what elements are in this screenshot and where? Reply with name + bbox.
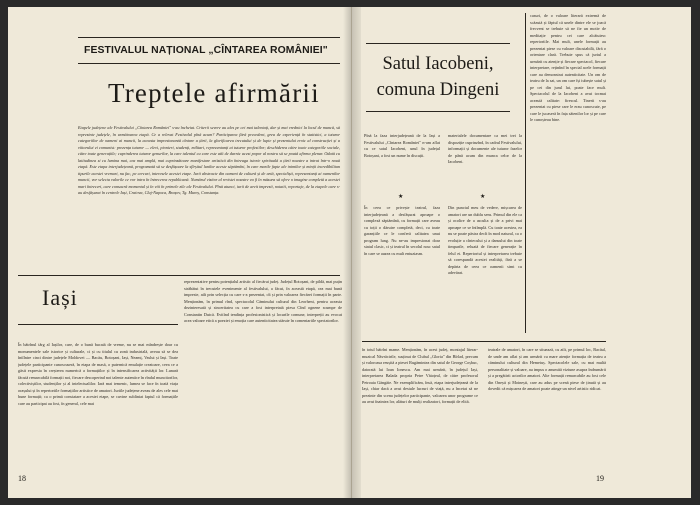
separator-star-left: ★: [398, 194, 404, 200]
right-column-1-bottom: În ceea ce privește teatrul, faza interjudețeană a desfășurat aproape o complexă săptămînă, cu formații care aveau cu toții o dăruire completă, deci, cu toate garanțiile ce le conferă calitatea unui program lung. Nu ne-au impresionat doar statul clasic, ci și teatrul în secolul nou: satul în care se auzea cu mult entuziasm.: [364, 205, 440, 256]
page-number-left: 18: [18, 474, 26, 483]
article-title: Treptele afirmării: [108, 78, 320, 108]
right-page: [352, 7, 691, 498]
right-column-2-top: materialele documentare ca mei trei la dispoziție cuprinzînd, în cadrul Festivalului, informații și documente ale tuturor fazelor de până acum din munca celor de la Iacobeni.: [448, 133, 522, 164]
separator-star-right: ★: [480, 194, 486, 200]
iasi-column-2-text: reprezentative pentru potențialul artistic al fiecărui județ. Județul Botoșani, de pildă, mai puțin străbătut în trecutele evenimente al festivalului, a făcut, în această etapă, cea mai bună impresie, atît prin selecția cu care s-a prezentat, cît și prin valoarea fiecărei formații în parte. Menționăm, în primul rînd, spectacolul Căminului cultural din Leorheni, pentru aceasta dezinteresată și sinceritatea cu care a fost interpretată piesa Cînd ognene scumpe de Constantin Dutcă. Evitînd tendința profesionistică și locurile comune, interpreții au evocat acea valoare etică a poeziei și emoția care autenticitatea stăruie în comentariile spectatorilor.: [184, 279, 342, 323]
bottom-section-rule: [362, 341, 606, 342]
page-number-right: 19: [596, 474, 604, 483]
article-intro: Etapele județene ale Festivalului „Cîntarea României" s-au încheiat. Criterii severe au ales pe cei mai talentați, dar și mai vrednici la locul de muncă, să reprezinte județele, în următoarea etapă. Ce a relevat Festivalul pînă acum? Participarea fără precedent, grea de experiență în statistici, a tuturor categoriilor de oameni ai muncii, la aceasta impresionantă cîntare a țării, la glorificarea trecutului și de lupte și prezentului eroic al construcției și a viitorului ei comunist: prezența tuturor — elevi, pionieri, studenți, militari, reprezentanți ai tuturor profesiilor; deschiderea către toate categoriile sociale, către toate generațiile; cuprinderea tuturor genurilor, la care talentul cu care este atît de darnic acest popor al nostru să se poată afirma plenar. Odată cu latitudinea si cu lumina mai, cea mai amplă, mai cuprinzătoare manifestare artistică din întreaga istorie spirituală a țării noastre a intrat într-o nouă etapă. Este etapa interjudețeană, programată să se desfășoare la sfîrșitul lunilor aceste săptămîni, în care marile fapte ale inimilor și minții incredibilitan tipurile acestei vremuri, nu fac, pe cercuri, interesele acestei etape. Iurii abstracte din oameni de cultură și de artă, specialiști, reprezentanți ai oamenilor muncii, vor selecta valorile ce vor intra în întrecerea republicană. Numărul vizitor al revistei noastre va fi în măsura să ofere o imagine completă a acestei mari întreceri, care consacră momentul și în viii în primele zile ale Festivalului. Pînă atunci, iurii de areit imprezii, notatii, reportaje, de la etapele care s-au desfășurat în centrele Iași, Craiova, Cluj-Napoca, Brașov, Tg. Mureș, Constanța.: [78, 125, 340, 195]
article-title-right: [370, 51, 506, 103]
iasi-column-1-text: În bătrînul târg al Iașilor, care, de o bună bucată de vreme, nu se mai mîndrește doar cu monumentele sale istorice și culturale, ci și cu titulul cu zonă industrială, aveau să se dea întîlnire cinci dintre județele Moldovei — Bacău, Botoșani, Iași, Neamț, Vaslui și Iași. Toate județele participante cunoscuseră, în etapa de masă, o puternică emulație creatoare, ceea ce a găsit expresia în creșterea numerică a formațiilor și în intensificarea activității lor. Lunară făcută remarcabilă formații noi, fiecare descoperind noi talente autentice în rîndul muncitorilor, colectiviștilor, studenților și al intelectualilor. Iară mai temenic, lumea se face în toată viața orașului și în repertoriile formațiilor artistice de amatori. Juriile județene aveau de ales cele mai bune formații; ca o primă constatare a acestei etape, se cuvine subliniat faptul că formațiile care au participat au fost, în general, cele mai: [18, 342, 178, 406]
section-rule: [18, 275, 340, 276]
right-column-1-top: Pînă la faza interjudețeană de la Iași a Festivalului „Cîntarea României" n-am aflat cu ce satul Iacobeni, unul în județul Botoșani, a fost un nume în discuții.: [364, 133, 440, 158]
title-box-rule-bottom: [366, 111, 510, 112]
title-box-rule-top: [366, 43, 510, 44]
book-spine-shadow: [343, 7, 361, 498]
right-bottom-column-2: teatrale de amatori, în care se situează, cu atît, pe primul loc, Bacăul, de unde am aflat și am urmărit cu mare atenție formația de teatru a căminului cultural din Hemeiuș. Spectacolele sale, cu mai multă personalitate și valoare, au impus o anumită viziune asupra îndrumării și a pregătirii actorilor amatori. Alte formații remarcabile au fost cele din Onești și Moinești, care au adus pe scenă piese de ținută și au dovedit că mișcarea de amatori poate atinge un nivel artistic ridicat.: [488, 347, 606, 391]
right-column-2-bottom: Din punctul meu de vedere, mișcarea de amatori are un dublu sens. Primul din ele ca și ocolire de a asculta și de a privi mai aproape ce se întîmplă. Cu toate acestea, ea nu se poate păstra decît în mod natural, ca o evoluție a cîntecului și a dansului din toate timpurile, reluată de fiecare generație în felul ei. Repertoriul și interpretarea trebuie să corespundă acestei realități, fără a se depărta de ceea ce oamenii simt cu adevărat.: [448, 205, 522, 275]
column-divider: [525, 13, 526, 333]
right-column-3: casuri, de o valoare literară extremă de scăzută și făptul că unele dintre ele se joacă frecvent se trebuie să ne fie un motiv de meditație pentru cei care alcătuiesc repertoriile. Mai mult, unele formații au prezentat piese cu valoare discutabilă, fără o orientare clară. Trebuie spus că juriul a urmărit cu atenție și fiecare spectacol, fiecare interpretare, reținînd în special acele formații care au demonstrat autenticitate. Un om de teatru de la sat, un om care își iubește satul și pe cei din jurul lui, poate face mult. Spectacolul de la Iacobeni a avut tocmai această calitate: firescul. Tinerii s-au prezentat cu piese care le erau cunoscute, pe care le jucaseră în fața sătenilor lor și pe care le cunoșteau bine.: [530, 13, 606, 122]
left-page: [8, 7, 352, 498]
right-bottom-column-1: în totul bătrîni mame. Menționăm, în acest județ, montajul literar-muzical Năvrăcirile, susținut de Clubul „Gloria" din Bîrlad, precum și valoroasa reușită a piesei Rugămintea din satul de George Coșbuc, datorată lui Ioan Ionescu. Am mai urmărit, în județul Iași, interpretarea Balada propria Petre Vătoțeal, de către profesorul Petroaia Găngăie. Ne exemplificăm, însă, etapa interjudețeană de la Iași, chiar dacă a avut destule lucruri de viață, nu a încetat să ne prezinte din scena județelor participante, valoarea unor programe ce au avut înaintea lor, alături de mulți realizatori, formații de elită.: [362, 347, 478, 404]
title-line-2: comuna Dingeni: [376, 80, 500, 100]
festival-header: FESTIVALUL NAȚIONAL „CÎNTAREA ROMÂNIEI": [84, 45, 328, 56]
title-line-1: Satul Iacobeni,: [382, 54, 494, 74]
header-rule-bottom: [78, 63, 340, 64]
iasi-underline: [18, 324, 178, 325]
section-title-iasi: Iași: [42, 285, 78, 310]
header-rule-top: [78, 37, 340, 38]
